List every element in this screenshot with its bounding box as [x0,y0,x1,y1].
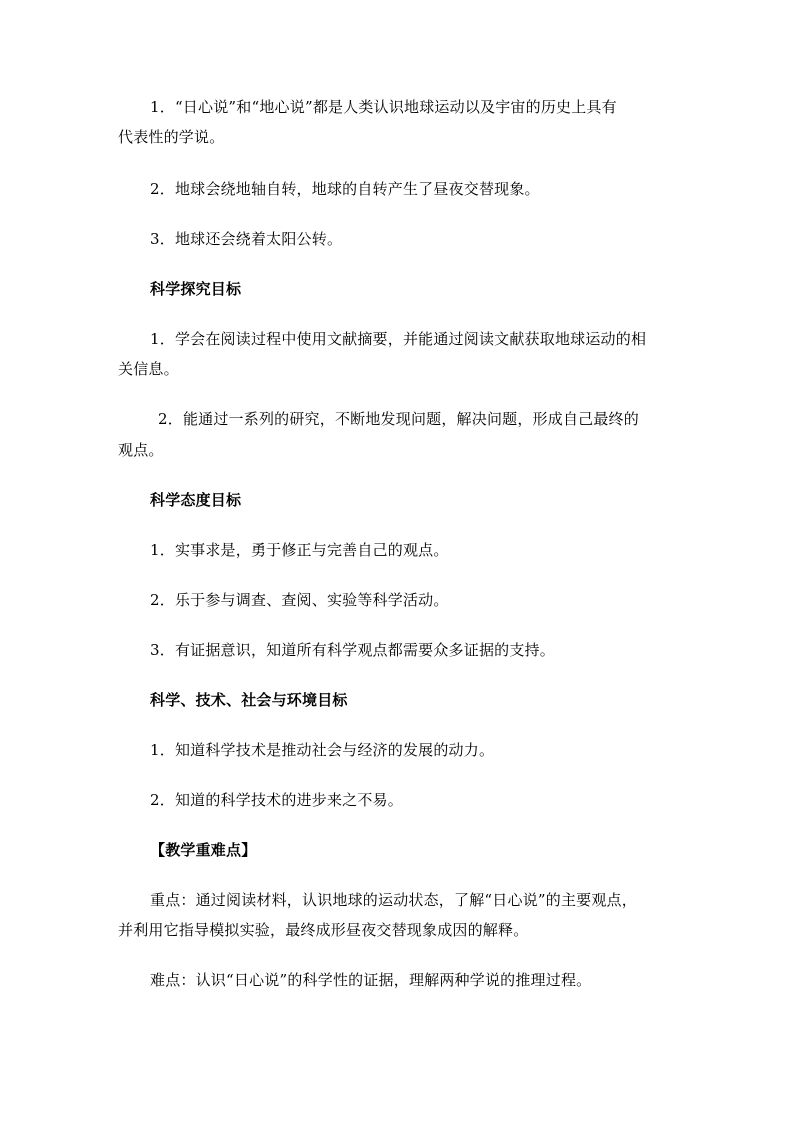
knowledge-item-2: 2．地球会绕地轴自转，地球的自转产生了昼夜交替现象。 [150,180,540,198]
attitude-item-1: 1．实事求是，勇于修正与完善自己的观点。 [150,541,449,559]
attitude-item-2: 2．乐于参与调查、查阅、实验等科学活动。 [150,591,449,609]
key-point-focus-line-2: 并利用它指导模拟实验，最终成形昼夜交替现象成因的解释。 [118,921,529,939]
knowledge-item-3: 3．地球还会绕着太阳公转。 [150,230,343,248]
key-point-focus-line-1: 重点：通过阅读材料，认识地球的运动状态，了解“日心说”的主要观点， [150,891,637,909]
inquiry-item-2-line-2: 观点。 [118,441,164,459]
stse-item-2: 2．知道的科学技术的进步来之不易。 [150,791,403,809]
key-point-difficulty: 难点：认识“日心说”的科学性的证据，理解两种学说的推理过程。 [150,971,592,989]
inquiry-heading: 科学探究目标 [150,280,242,298]
attitude-item-3: 3．有证据意识，知道所有科学观点都需要众多证据的支持。 [150,641,555,659]
knowledge-item-1-line-1: 1．“日心说”和“地心说”都是人类认识地球运动以及宇宙的历史上具有 [150,98,617,116]
inquiry-item-2-line-1: 2．能通过一系列的研究，不断地发现问题，解决问题，形成自己最终的 [158,410,639,428]
stse-heading: 科学、技术、社会与环境目标 [150,691,348,709]
key-points-heading: 【教学重难点】 [150,841,257,859]
inquiry-item-1-line-1: 1．学会在阅读过程中使用文献摘要，并能通过阅读文献获取地球运动的相 [150,330,647,348]
attitude-heading: 科学态度目标 [150,491,242,509]
inquiry-item-1-line-2: 关信息。 [118,360,179,378]
knowledge-item-1-line-2: 代表性的学说。 [118,128,225,146]
stse-item-1: 1．知道科学技术是推动社会与经济的发展的动力。 [150,741,495,759]
